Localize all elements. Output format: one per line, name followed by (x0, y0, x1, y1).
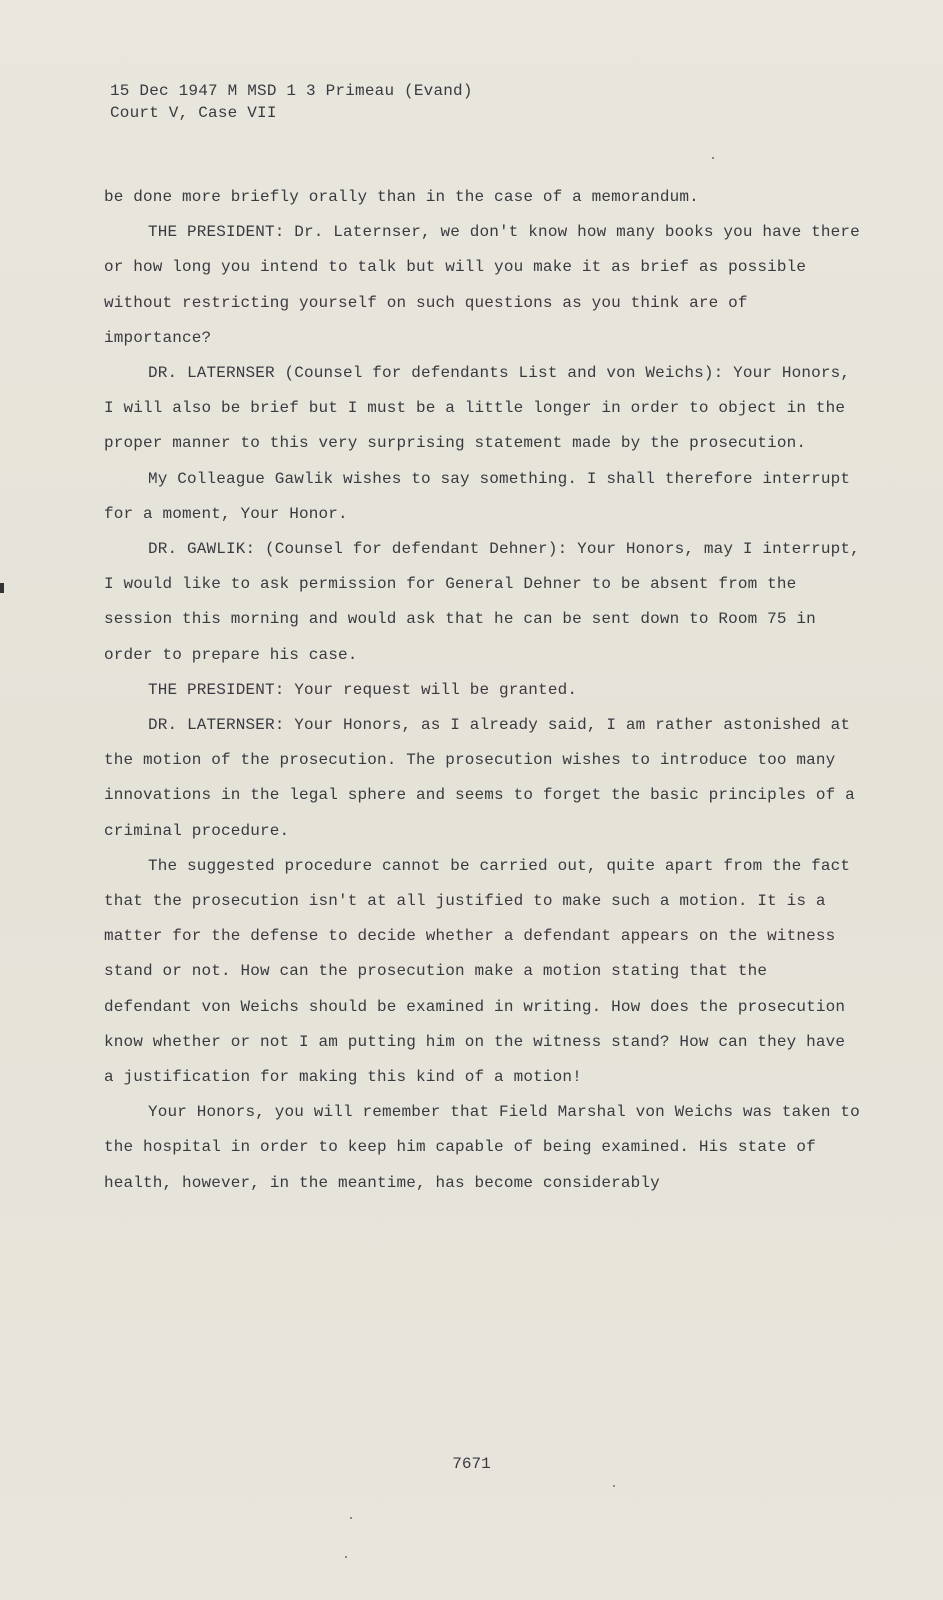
paragraph-8: The suggested procedure cannot be carried out, quite apart from the fact that the prosecution isn't at all justified to make such a motion. It is a matter for the defense to decide whether a defendant appears on the witness stand or not. How can the prosecution make a motion stating that the defendant von Weichs should be examined in writing. How does the prosecution know whether or not I am putting him on the witness stand? How can they have a justification for making this kind of a motion! (104, 856, 851, 1087)
paper-speck (345, 1556, 347, 1558)
paragraph-5: DR. GAWLIK: (Counsel for defendant Dehner): Your Honors, may I interrupt, I would like to ask permission for General Dehner to be absent from the session this morning and would ask that he can be sent down to Room 75 in order to prepare his case. (104, 540, 860, 664)
page-header (110, 80, 473, 124)
paper-speck (350, 1517, 352, 1519)
paragraph-6: THE PRESIDENT: Your request will be granted. (148, 680, 578, 699)
paragraph-7: DR. LATERNSER: Your Honors, as I already said, I am rather astonished at the motion of the prosecution. The prosecution wishes to introduce too many innovations in the legal sphere and seems to forget the basic principles of a criminal procedure. (104, 716, 855, 840)
binding-mark (0, 583, 4, 593)
paper-speck (712, 157, 714, 159)
header-line-1: 15 Dec 1947 M MSD 1 3 Primeau (Evand) (110, 82, 473, 100)
header-line-2: Court V, Case VII (110, 104, 277, 122)
page-number: 7671 (452, 1455, 491, 1473)
paragraph-3: DR. LATERNSER (Counsel for defendants List and von Weichs): Your Honors, I will also be brief but I must be a little longer in order to object in the proper manner to this very surprising statement made by the prosecution. (104, 364, 851, 453)
transcript-body (104, 180, 864, 1201)
paragraph-9: Your Honors, you will remember that Field Marshal von Weichs was taken to the hospital in order to keep him capable of being examined. His state of health, however, in the meantime, has become considerably (104, 1103, 860, 1192)
paper-speck (613, 1485, 615, 1487)
paragraph-4: My Colleague Gawlik wishes to say something. I shall therefore interrupt for a moment, Your Honor. (104, 469, 851, 523)
paragraph-2: THE PRESIDENT: Dr. Laternser, we don't know how many books you have there or how long you intend to talk but will you make it as brief as possible without restricting yourself on such questions as you think are of importance? (104, 223, 860, 347)
paragraph-1: be done more briefly orally than in the case of a memorandum. (104, 188, 699, 206)
